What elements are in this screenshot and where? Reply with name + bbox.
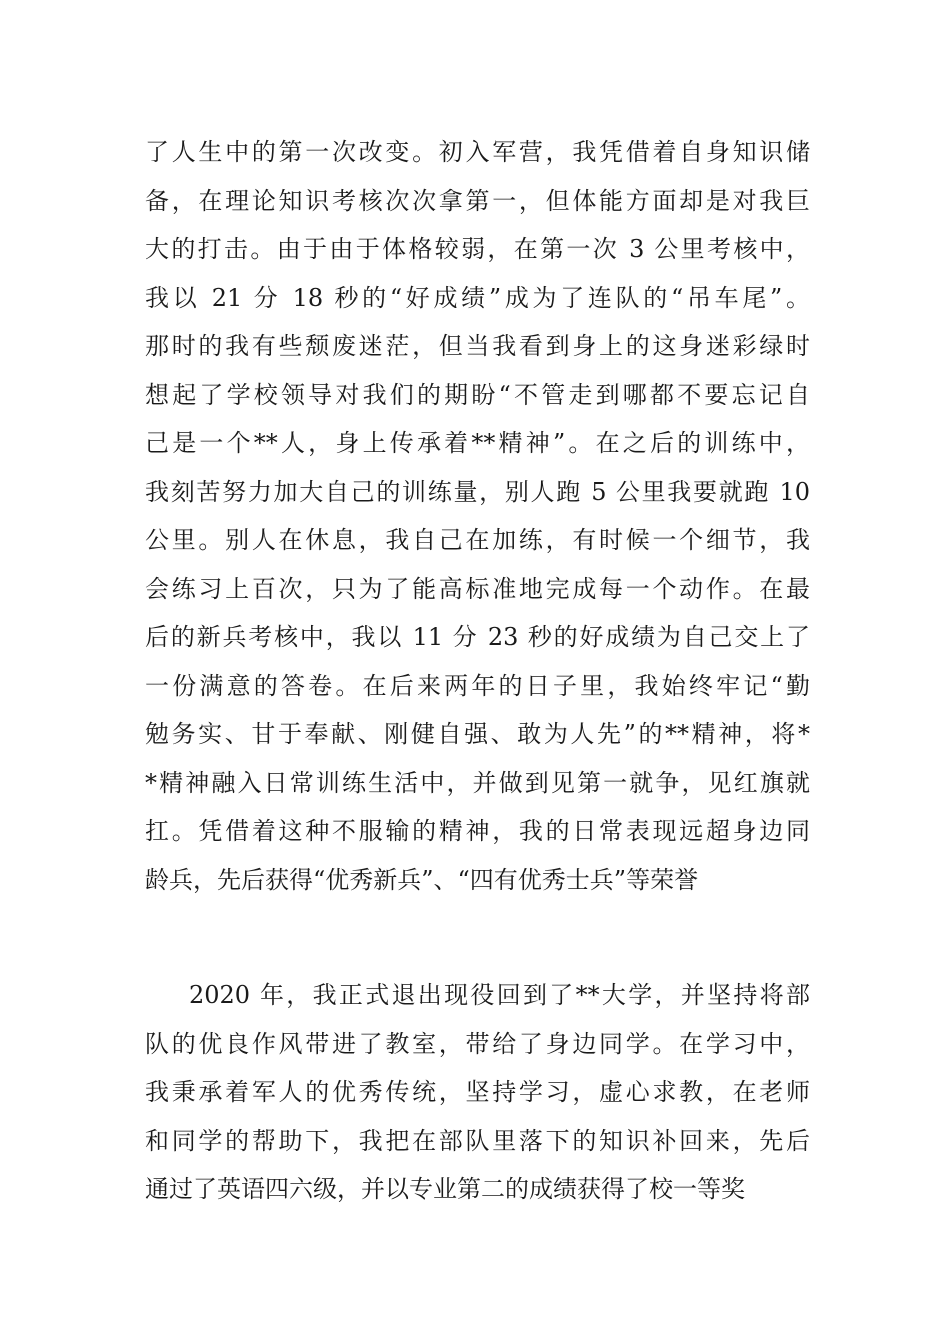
text-line: 我刻苦努力加大自己的训练量，别人跑 5 公里我要就跑 10 [145,477,810,506]
paragraph-military-training [145,128,810,904]
text-line: 和同学的帮助下，我把在部队里落下的知识补回来，先后 [145,1126,810,1155]
text-line: 公里。别人在休息，我自己在加练，有时候一个细节，我 [145,526,810,554]
text-line: 大的打击。由于由于体格较弱，在第一次 3 公里考核中， [145,235,810,263]
text-line: 那时的我有些颓废迷茫，但当我看到身上的这身迷彩绿时 [145,332,810,360]
text-line: *精神融入日常训练生活中，并做到见第一就争，见红旗就 [145,768,810,797]
text-line: 后的新兵考核中，我以 11 分 23 秒的好成绩为自己交上了 [145,623,810,651]
text-line: 我以 21 分 18 秒的“好成绩”成为了连队的“吊车尾”。 [145,283,810,312]
text-line: 了人生中的第一次改变。初入军营，我凭借着自身知识储 [145,138,810,166]
text-line: 一份满意的答卷。在后来两年的日子里，我始终牢记“勤 [145,671,810,700]
text-line: 勉务实、甘于奉献、刚健自强、敢为人先”的**精神，将* [145,720,810,748]
paragraph-return-to-university [145,971,810,1214]
text-line: 通过了英语四六级，并以专业第二的成绩获得了校一等奖 [145,1175,745,1203]
text-line: 会练习上百次，只为了能高标准地完成每一个动作。在最 [145,574,810,603]
text-line-indented: 2020 年，我正式退出现役回到了**大学，并坚持将部 [189,981,810,1009]
text-line: 队的优良作风带进了教室，带给了身边同学。在学习中， [145,1029,810,1058]
text-line: 想起了学校领导对我们的期盼“不管走到哪都不要忘记自 [145,380,810,409]
text-line: 备，在理论知识考核次次拿第一，但体能方面却是对我巨 [145,186,810,215]
text-line: 扛。凭借着这种不服输的精神，我的日常表现远超身边同 [145,817,810,845]
text-line: 己是一个**人，身上传承着**精神”。在之后的训练中， [145,429,810,457]
text-line: 龄兵，先后获得“优秀新兵”、“四有优秀士兵”等荣誉 [145,865,699,894]
text-line: 我秉承着军人的优秀传统，坚持学习，虚心求教，在老师 [145,1078,810,1106]
